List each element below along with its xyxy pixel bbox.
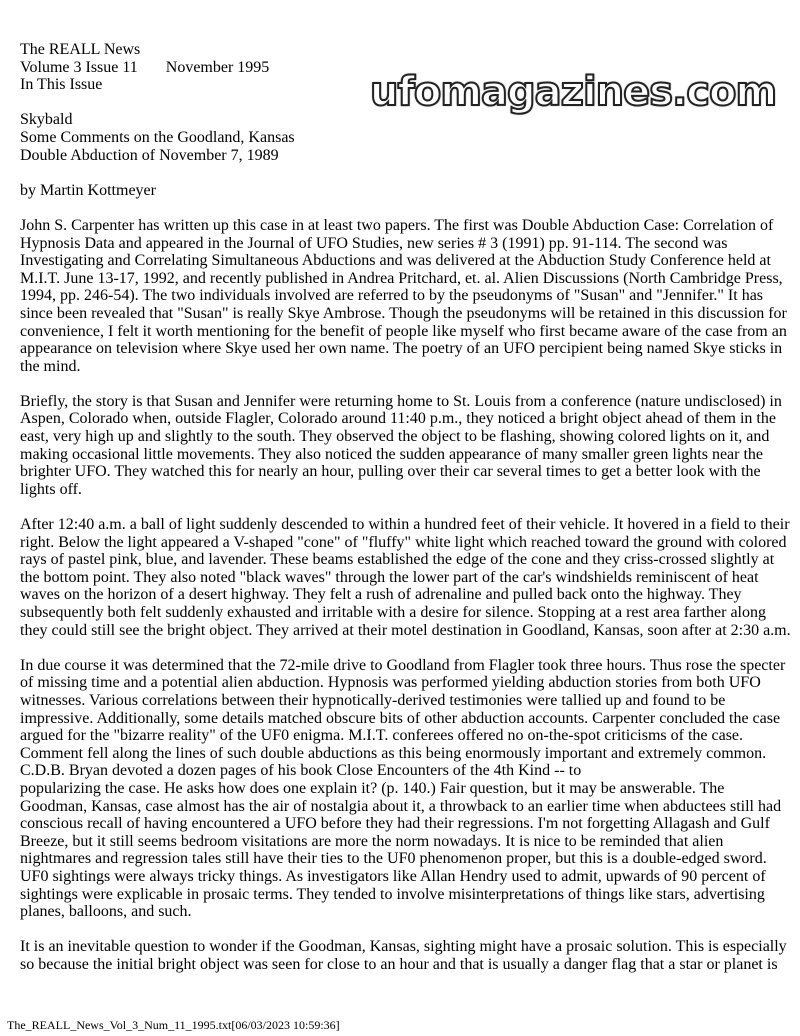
paragraph: John S. Carpenter has written up this case in at least two papers. The first was Double Abduction Case: Correlation of Hypnosis Data and appeared in the Journal of UFO Studies, new series # 3 (1991) pp. 91-114. The second was Investigating and Correlating Simultaneous Abductions and was delivered at the Abduction Study Conference held at M.I.T. June 13-17, 1992, and recently published in Andrea Pritchard, et. al. Alien Discussions (North Cambridge Press, 1994, pp. 246-54). The two individuals involved are referred to by the pseudonyms of "Susan" and "Jennifer." It has since been revealed that "Susan" is really Skye Ambrose. Though the pseudonyms will be retained in this discussion for convenience, I felt it worth mentioning for the benefit of people like myself who first became aware of the case from an appearance on television where Skye used her own name. The poetry of an UFO percipient being named Skye sticks in the mind. xyxy=(20,216,787,375)
paragraph: In due course it was determined that the 72-mile drive to Goodland from Flagler took three hours. Thus rose the specter of missing time and a potential alien abduction. Hypnosis was performed yielding abduction stories from both UFO witnesses. Various correlations between their hypnotically-derived testimonies were tallied up and found to be impressive. Additionally, some details matched obscure bits of other abduction accounts. Carpenter concluded the case argued for the "bizarre reality" of the UF0 enigma. M.I.T. conferees offered no on-the-spot criticisms of the case. Comment fell along the lines of such double abductions as this being enormously important and extremely common. C.D.B. Bryan devoted a dozen pages of his book Close Encounters of the 4th Kind -- to popularizing the case. He asks how does one explain it? (p. 140.) Fair question, but it may be answerable. The Goodman, Kansas, case almost has the air of nostalgia about it, a throwback to an earlier time when abductees still had conscious recall of having encountered a UFO before they had their regressions. I'm not forgetting Allagash and Gulf Breeze, but it still seems bedroom visitations are more the norm nowadays. It is nice to be reminded that alien nightmares and regression tales still have their ties to the UF0 phenomenon proper, but this is a double-edged sword. UF0 sightings were always tricky things. As investigators like Allan Hendry used to admit, upwards of 90 percent of sightings were explicable in prosaic terms. They tended to involve misinterpretations of things like stars, advertising planes, balloons, and such. xyxy=(20,656,786,921)
paragraph: It is an inevitable question to wonder if the Goodman, Kansas, sighting might have a prosaic solution. This is especially so because the initial bright object was seen for close to an hour and that is usually a danger flag that a star or planet is xyxy=(20,938,787,973)
document-body xyxy=(20,41,800,991)
article-title: Skybald Some Comments on the Goodland, Kansas Double Abduction of November 7, 1989 xyxy=(20,111,295,164)
paragraph: Briefly, the story is that Susan and Jennifer were returning home to St. Louis from a conference (nature undisclosed) in Aspen, Colorado when, outside Flagler, Colorado around 11:40 p.m., they noticed a bright object ahead of them in the east, very high up and slightly to the south. They observed the object to be flashing, showing colored lights on it, and making occasional little movements. They also noticed the sudden appearance of many smaller green lights near the brighter UFO. They watched this for nearly an hour, pulling over their car several times to get a better look with the lights off. xyxy=(20,392,782,498)
newsletter-header: The REALL News Volume 3 Issue 11 November 1995 In This Issue xyxy=(20,41,270,94)
article-byline: by Martin Kottmeyer xyxy=(20,181,156,199)
watermark-logo: ufomagazines.com xyxy=(370,69,777,115)
page-footer: The_REALL_News_Vol_3_Num_11_1995.txt[06/03/2023 10:59:36] xyxy=(7,1018,340,1032)
paragraph: After 12:40 a.m. a ball of light suddenly descended to within a hundred feet of their vehicle. It hovered in a field to their right. Below the light appeared a V-shaped "cone" of "fluffy" white light which reached toward the ground with colored rays of pastel pink, blue, and lavender. These beams established the edge of the cone and they criss-crossed slightly at the bottom point. They also noted "black waves" through the lower part of the car's windshields reminiscent of heat waves on the horizon of a desert highway. They felt a rush of adrenaline and pulled back onto the highway. They subsequently both felt suddenly exhausted and irritable with a desire for silence. Stopping at a rest area farther along they could still see the bright object. They arrived at their motel destination in Goodland, Kansas, soon after at 2:30 a.m. xyxy=(20,516,791,639)
